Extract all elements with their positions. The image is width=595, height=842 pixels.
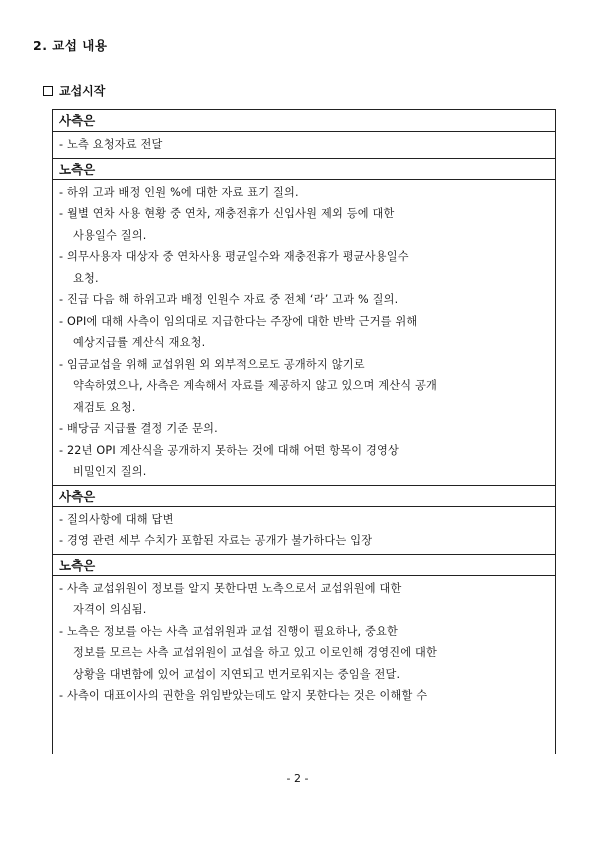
statement-line: - 노측 요청자료 전달 [59,138,163,151]
statement-item [53,203,555,246]
statement-line: - 경영 관련 세부 수치가 포함된 자료는 공개가 불가하다는 입장 [59,534,373,547]
statement-line: - 의무사용자 대상자 중 연차사용 평균일수와 재충전휴가 평균사용일수 [59,250,409,263]
statement-item [53,578,555,621]
speaker-header: 노측은 [53,554,555,576]
statement-item [53,182,555,204]
statement-line: - OPI에 대해 사측이 임의대로 지급한다는 주장에 대한 반박 근거를 위해 [59,314,418,328]
statement-item [53,354,555,419]
statement-line: - 배당금 지급률 결정 기준 문의. [59,422,218,435]
statement-item [53,246,555,289]
statement-line: - 하위 고과 배정 인원 %에 대한 자료 표기 질의. [59,185,299,199]
statement-item [53,685,555,707]
negotiation-content-box [52,109,556,754]
statement-line: - 월별 연차 사용 현황 중 연차, 재충전휴가 신입사원 제외 등에 대한 [59,207,395,220]
statement-continuation-line: 사용일수 질의. [73,228,147,242]
statement-line: - 진급 다음 해 하위고과 배정 인원수 자료 중 전체 ‘라’ 고과 % 질의. [59,293,399,306]
speaker-header: 사측은 [53,485,555,507]
statement-continuation-line: 요청. [73,271,99,285]
statement-list [53,507,555,554]
statement-item [53,440,555,483]
statement-item [53,530,555,552]
statement-item [53,289,555,311]
statement-continuation-line: 비밀인지 질의. [73,465,147,478]
statement-item [53,621,555,686]
speaker-header: 노측은 [53,158,555,180]
statement-continuation-line: 재검토 요청. [73,400,136,414]
statement-list [53,132,555,158]
page-number: - 2 - [286,772,309,785]
statement-line: - 임금교섭을 위해 교섭위원 외 외부적으로도 공개하지 않기로 [59,357,365,371]
statement-line: - 사측이 대표이사의 권한을 위임받았는데도 알지 못한다는 것은 이해할 수 [59,689,428,702]
statement-line: - 노측은 정보를 아는 사측 교섭위원과 교섭 진행이 필요하나, 중요한 [59,624,398,638]
statement-line: - 22년 OPI 계산식을 공개하지 못하는 것에 대해 어떤 항목이 경영상 [59,443,400,457]
statement-line: - 사측 교섭위원이 정보를 알지 못한다면 노측으로서 교섭위원에 대한 [59,581,402,595]
statement-item [53,311,555,354]
speaker-header: 사측은 [53,110,555,132]
statement-continuation-line: 예상지급률 계산식 재요청. [73,336,206,349]
statement-continuation-line: 약속하였으나, 사측은 계속해서 자료를 제공하지 않고 있으며 계산식 공개 [73,379,438,392]
statement-line: - 질의사항에 대해 답변 [59,512,174,526]
subsection-title [43,82,105,99]
statement-item [53,509,555,531]
statement-continuation-line: 자격이 의심됨. [73,603,147,616]
checkbox-square-icon [43,86,53,96]
statement-item [53,134,555,156]
statement-continuation-line: 정보를 모르는 사측 교섭위원이 교섭을 하고 있고 이로인해 경영진에 대한 [73,646,438,659]
statement-item [53,418,555,440]
subsection-title-text: 교섭시작 [59,84,106,98]
statement-list [53,576,555,709]
statement-continuation-line: 상황을 대변함에 있어 교섭이 지연되고 번거로워지는 중임을 전달. [73,667,401,681]
statement-list [53,180,555,485]
section-title: 2. 교섭 내용 [33,38,108,53]
